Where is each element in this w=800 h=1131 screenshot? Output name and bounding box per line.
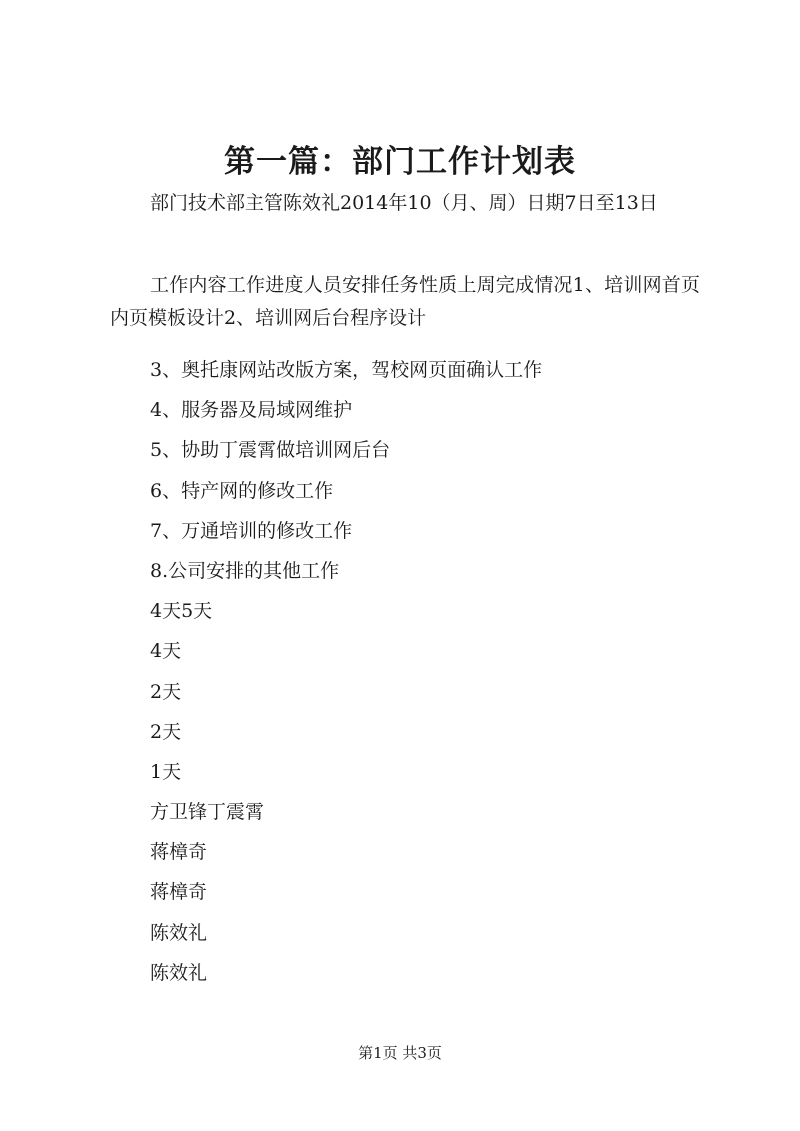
document-line: 7、万通培训的修改工作 (150, 519, 353, 542)
document-line: 2天 (150, 680, 182, 703)
document-line: 2天 (150, 720, 182, 743)
document-line: 方卫锋丁震霄 (150, 801, 265, 824)
document-line: 5、协助丁震霄做培训网后台 (150, 439, 391, 462)
document-line: 蒋樟奇 (150, 841, 208, 864)
document-line: 4、服务器及局域网维护 (150, 399, 353, 422)
document-line: 8.公司安排的其他工作 (150, 559, 340, 582)
document-title: 第一篇：部门工作计划表 (224, 144, 576, 180)
document-line: 3、奥托康网站改版方案，驾校网页面确认工作 (150, 359, 543, 381)
content-paragraph-block (110, 269, 700, 335)
header-paragraph: 部门技术部主管陈效礼2014年10（月、周）日期7日至13日 (150, 192, 658, 214)
document-line: 1天 (150, 760, 182, 783)
document-line: 陈效礼 (150, 961, 208, 984)
document-line: 蒋樟奇 (150, 881, 208, 904)
document-line: 6、特产网的修改工作 (150, 479, 334, 502)
document-line-list (150, 350, 700, 993)
document-line: 陈效礼 (150, 921, 208, 944)
content-paragraph: 工作内容工作进度人员安排任务性质上周完成情况1、培训网首页内页模板设计2、培训网后台程序设计 (110, 274, 700, 329)
header-paragraph-block (110, 187, 700, 220)
page-footer: 第1页 共3页 (358, 1044, 442, 1062)
document-line: 4天5天 (150, 600, 213, 623)
document-line: 4天 (150, 640, 182, 663)
